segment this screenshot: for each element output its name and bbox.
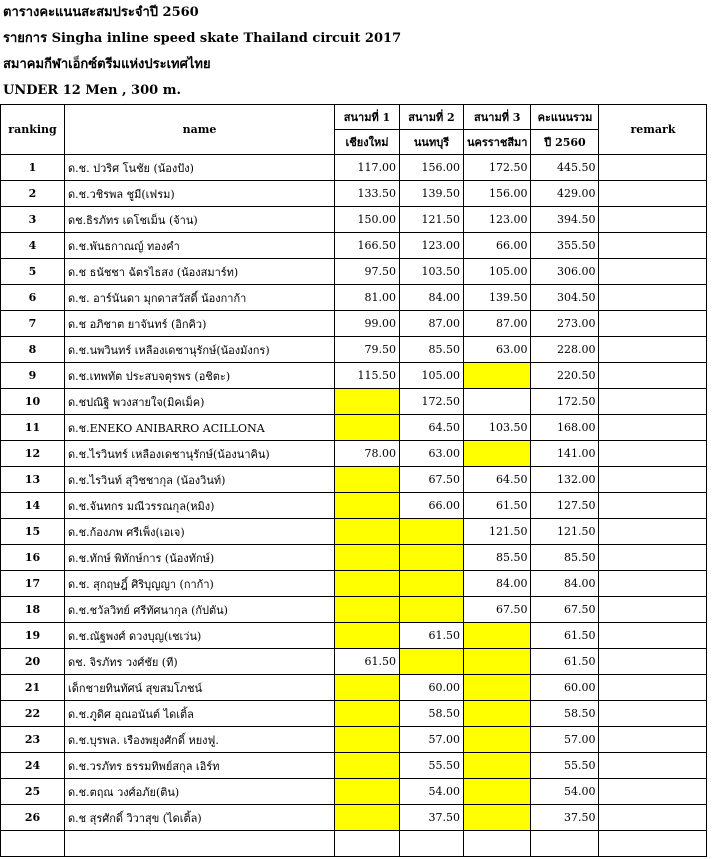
cell-remark[interactable] [599,779,707,805]
cell-name[interactable]: ด.ช. ปวริศ โนชัย (น้องปัง) [65,155,335,181]
cell-name[interactable]: ด.ช.นพวินทร์ เหลืองเดชานุรักษ์(น้องมังกร) [65,337,335,363]
cell-total[interactable]: 355.50 [531,233,599,259]
cell-stage3[interactable]: 103.50 [464,415,531,441]
cell-stage3[interactable] [464,389,531,415]
cell-total[interactable]: 57.00 [531,727,599,753]
cell-rank[interactable]: 12 [1,441,65,467]
cell-remark[interactable] [599,311,707,337]
header-ranking[interactable]: ranking [1,105,65,155]
header-stage3-bottom[interactable]: นครราชสีมา [464,130,531,155]
cell-remark[interactable] [599,701,707,727]
cell-rank[interactable]: 20 [1,649,65,675]
cell-total[interactable]: 306.00 [531,259,599,285]
cell-remark[interactable] [599,389,707,415]
cell-rank[interactable]: 7 [1,311,65,337]
cell-stage2[interactable]: 87.00 [400,311,464,337]
cell-stage2[interactable]: 85.50 [400,337,464,363]
cell-stage3[interactable] [464,727,531,753]
cell-name[interactable]: ด.ช.ไรวินท์ สุวิชชากุล (น้องวินท์) [65,467,335,493]
cell-stage3[interactable] [464,675,531,701]
cell-total[interactable]: 228.00 [531,337,599,363]
cell-remark[interactable] [599,753,707,779]
cell-remark[interactable] [599,597,707,623]
table-row [1,701,707,727]
cell-total[interactable]: 85.50 [531,545,599,571]
cell-rank[interactable]: 11 [1,415,65,441]
cell-stage2[interactable]: 64.50 [400,415,464,441]
cell-rank[interactable]: 14 [1,493,65,519]
cell-total[interactable]: 132.00 [531,467,599,493]
table-row [1,415,707,441]
cell-stage1[interactable]: 150.00 [335,207,400,233]
cell-name[interactable]: ด.ช.บุรพล. เรืองพยุงศักดิ์ หยงฟู. [65,727,335,753]
cell-name[interactable]: ด.ช.ก้องภพ ศรีเพ็ง(เอเจ) [65,519,335,545]
cell-stage1[interactable]: 117.00 [335,155,400,181]
cell-stage3[interactable]: 105.00 [464,259,531,285]
association-title: สมาคมกีฬาเอ็กซ์ตรีมแห่งประเทศไทย [3,57,211,72]
cell-stage3[interactable] [464,701,531,727]
cell-stage1[interactable]: 79.50 [335,337,400,363]
cell-name[interactable]: ด.ช.ทักษ์ พิทักษ์การ (น้องทักษ์) [65,545,335,571]
cell-stage1[interactable] [335,389,400,415]
header-stage2-bottom[interactable]: นนทบุรี [400,130,464,155]
cell-remark[interactable] [599,493,707,519]
cell-total[interactable]: 394.50 [531,207,599,233]
cell-stage3[interactable] [464,441,531,467]
cell-rank[interactable]: 24 [1,753,65,779]
cell-remark[interactable] [599,337,707,363]
cell-name[interactable]: ด.ช.วรภัทร ธรรมทิพย์สกุล เอิร์ท [65,753,335,779]
empty-cell[interactable] [400,831,464,857]
cell-stage1[interactable] [335,571,400,597]
cell-rank[interactable]: 18 [1,597,65,623]
cell-stage1[interactable] [335,675,400,701]
cell-name[interactable]: ด.ช ธนัชชา ฉัตรไธสง (น้องสมาร์ท) [65,259,335,285]
cell-stage1[interactable] [335,597,400,623]
cell-remark[interactable] [599,545,707,571]
cell-remark[interactable] [599,623,707,649]
cell-stage1[interactable]: 81.00 [335,285,400,311]
cell-name[interactable]: ด.ช. อาร์นันดา มุกดาสวัสดิ์ น้องกาก้า [65,285,335,311]
cell-remark[interactable] [599,649,707,675]
header-remark[interactable]: remark [599,105,707,155]
cell-name[interactable]: ด.ช.ตฤณ วงศ์อภัย(ติน) [65,779,335,805]
header-total-bottom[interactable]: ปี 2560 [531,130,599,155]
cell-stage1[interactable] [335,415,400,441]
cell-name[interactable]: ด.ช.จันทกร มณีวรรณกุล(หมิง) [65,493,335,519]
cell-remark[interactable] [599,805,707,831]
cell-total[interactable]: 60.00 [531,675,599,701]
table-row [1,727,707,753]
cell-rank[interactable]: 22 [1,701,65,727]
cell-stage1[interactable] [335,467,400,493]
cell-remark[interactable] [599,207,707,233]
table-row [1,233,707,259]
cell-name[interactable]: เด็กชายทินทัศน์ สุขสมโภชน์ [65,675,335,701]
cell-stage3[interactable] [464,805,531,831]
cell-stage3[interactable]: 63.00 [464,337,531,363]
table-row [1,779,707,805]
table-row [1,311,707,337]
cell-stage2[interactable]: 123.00 [400,233,464,259]
cell-stage1[interactable]: 61.50 [335,649,400,675]
cell-stage2[interactable] [400,649,464,675]
cell-name[interactable]: ด.ช.วชิรพล ชูมี(เฟรม) [65,181,335,207]
cell-total[interactable]: 168.00 [531,415,599,441]
cell-stage3[interactable]: 66.00 [464,233,531,259]
cell-stage1[interactable]: 115.50 [335,363,400,389]
table-row [1,623,707,649]
cell-stage2[interactable]: 172.50 [400,389,464,415]
cell-stage2[interactable]: 105.00 [400,363,464,389]
cell-name[interactable]: ด.ช.ภูดิศ อุณอนันต์ ไดเติ้ล [65,701,335,727]
cell-rank[interactable]: 9 [1,363,65,389]
cell-name[interactable]: ดช.ธิรภัทร เดโชเม็น (จ้าน) [65,207,335,233]
category-title: UNDER 12 Men , 300 m. [3,83,181,98]
cell-stage2[interactable]: 63.00 [400,441,464,467]
table-row [1,363,707,389]
cell-rank[interactable]: 4 [1,233,65,259]
cell-stage2[interactable]: 37.50 [400,805,464,831]
cell-stage3[interactable]: 67.50 [464,597,531,623]
empty-cell[interactable] [1,831,65,857]
cell-stage3[interactable]: 172.50 [464,155,531,181]
cell-name[interactable]: ด.ช อภิชาต ยาจันทร์ (อิกคิว) [65,311,335,337]
sheet-title: ตารางคะแนนสะสมประจำปี 2560 [3,5,199,20]
cell-remark[interactable] [599,415,707,441]
cell-rank[interactable]: 10 [1,389,65,415]
cell-name[interactable]: ด.ช.พันธกาณญ์ ทองคำ [65,233,335,259]
cell-stage1[interactable] [335,701,400,727]
header-stage1-bottom[interactable]: เชียงใหม่ [335,130,400,155]
cell-name[interactable]: ด.ช.ชวัลวิทย์ ศรีทัศนากุล (กัปตัน) [65,597,335,623]
cell-remark[interactable] [599,675,707,701]
table-row [1,259,707,285]
cell-stage3[interactable]: 64.50 [464,467,531,493]
cell-total[interactable]: 37.50 [531,805,599,831]
empty-cell[interactable] [65,831,335,857]
cell-stage2[interactable]: 84.00 [400,285,464,311]
cell-stage3[interactable]: 87.00 [464,311,531,337]
cell-total[interactable]: 127.50 [531,493,599,519]
cell-name[interactable]: ด.ช.ไรวินทร์ เหลืองเดชานุรักษ์(น้องนาคิน) [65,441,335,467]
cell-remark[interactable] [599,155,707,181]
cell-stage1[interactable]: 78.00 [335,441,400,467]
cell-stage1[interactable]: 133.50 [335,181,400,207]
cell-remark[interactable] [599,441,707,467]
cell-stage3[interactable]: 156.00 [464,181,531,207]
cell-stage2[interactable] [400,545,464,571]
cell-rank[interactable]: 8 [1,337,65,363]
cell-stage3[interactable] [464,779,531,805]
cell-total[interactable]: 172.50 [531,389,599,415]
table-row [1,519,707,545]
cell-total[interactable]: 445.50 [531,155,599,181]
cell-stage1[interactable] [335,623,400,649]
cell-rank[interactable]: 1 [1,155,65,181]
cell-remark[interactable] [599,363,707,389]
header-stage2-top[interactable]: สนามที่ 2 [400,105,464,130]
cell-stage1[interactable] [335,727,400,753]
cell-remark[interactable] [599,519,707,545]
cell-stage1[interactable] [335,779,400,805]
cell-rank[interactable]: 23 [1,727,65,753]
cell-stage1[interactable]: 166.50 [335,233,400,259]
cell-name[interactable]: ด.ช.ENEKO ANIBARRO ACILLONA [65,415,335,441]
cell-stage3[interactable]: 121.50 [464,519,531,545]
cell-rank[interactable]: 21 [1,675,65,701]
cell-total[interactable]: 54.00 [531,779,599,805]
cell-stage3[interactable]: 84.00 [464,571,531,597]
cell-total[interactable]: 141.00 [531,441,599,467]
cell-rank[interactable]: 16 [1,545,65,571]
cell-rank[interactable]: 15 [1,519,65,545]
table-row [1,337,707,363]
cell-stage2[interactable]: 103.50 [400,259,464,285]
cell-name[interactable]: ดช. จิรภัทร วงศ์ชัย (ที) [65,649,335,675]
cell-remark[interactable] [599,233,707,259]
table-row [1,285,707,311]
cell-stage1[interactable] [335,545,400,571]
cell-stage2[interactable]: 61.50 [400,623,464,649]
table-row [1,207,707,233]
cell-stage1[interactable] [335,805,400,831]
cell-remark[interactable] [599,571,707,597]
empty-cell[interactable] [335,831,400,857]
cell-name[interactable]: ด.ชปณิฐิ พวงสายใจ(มิคเม็ค) [65,389,335,415]
cell-total[interactable]: 429.00 [531,181,599,207]
cell-total[interactable]: 273.00 [531,311,599,337]
empty-cell[interactable] [531,831,599,857]
cell-total[interactable]: 304.50 [531,285,599,311]
cell-rank[interactable]: 17 [1,571,65,597]
cell-total[interactable]: 220.50 [531,363,599,389]
cell-stage2[interactable]: 58.50 [400,701,464,727]
cell-total[interactable]: 55.50 [531,753,599,779]
header-stage3-top[interactable]: สนามที่ 3 [464,105,531,130]
cell-stage1[interactable] [335,493,400,519]
cell-stage1[interactable]: 99.00 [335,311,400,337]
cell-stage2[interactable]: 121.50 [400,207,464,233]
cell-stage3[interactable]: 61.50 [464,493,531,519]
table-row [1,545,707,571]
cell-remark[interactable] [599,727,707,753]
cell-total[interactable]: 67.50 [531,597,599,623]
header-name[interactable]: name [65,105,335,155]
cell-stage3[interactable] [464,363,531,389]
cell-rank[interactable]: 19 [1,623,65,649]
table-row [1,675,707,701]
cell-rank[interactable]: 5 [1,259,65,285]
empty-cell[interactable] [464,831,531,857]
cell-stage3[interactable]: 123.00 [464,207,531,233]
cell-remark[interactable] [599,285,707,311]
cell-rank[interactable]: 2 [1,181,65,207]
cell-stage2[interactable]: 66.00 [400,493,464,519]
cell-name[interactable]: ด.ช สุรศักดิ์ วิวาสุข (ไดเติ้ล) [65,805,335,831]
cell-stage2[interactable]: 139.50 [400,181,464,207]
cell-stage2[interactable]: 156.00 [400,155,464,181]
cell-rank[interactable]: 6 [1,285,65,311]
cell-name[interactable]: ด.ช.ณัฐพงศ์ ดวงบุญ(เชเว่น) [65,623,335,649]
cell-stage2[interactable] [400,519,464,545]
cell-stage1[interactable] [335,753,400,779]
cell-total[interactable]: 61.50 [531,623,599,649]
cell-stage1[interactable] [335,519,400,545]
table-row [1,753,707,779]
cell-name[interactable]: ด.ช. สุกฤษฎิ์ ศิริบุญญา (กาก้า) [65,571,335,597]
cell-stage3[interactable] [464,649,531,675]
cell-rank[interactable]: 13 [1,467,65,493]
cell-rank[interactable]: 25 [1,779,65,805]
cell-stage3[interactable] [464,753,531,779]
empty-row [1,831,707,857]
event-title: รายการ Singha inline speed skate Thailand circuit 2017 [3,31,402,46]
cell-total[interactable]: 58.50 [531,701,599,727]
cell-total[interactable]: 84.00 [531,571,599,597]
cell-name[interactable]: ด.ช.เทพทัต ประสบจตุรพร (อชิตะ) [65,363,335,389]
header-stage1-top[interactable]: สนามที่ 1 [335,105,400,130]
empty-cell[interactable] [599,831,707,857]
cell-stage2[interactable]: 54.00 [400,779,464,805]
cell-rank[interactable]: 3 [1,207,65,233]
table-row [1,155,707,181]
table-row [1,597,707,623]
table-row [1,389,707,415]
cell-rank[interactable]: 26 [1,805,65,831]
cell-stage1[interactable]: 97.50 [335,259,400,285]
header-total-top[interactable]: คะแนนรวม [531,105,599,130]
cell-stage3[interactable]: 85.50 [464,545,531,571]
cell-stage2[interactable]: 67.50 [400,467,464,493]
cell-stage3[interactable]: 139.50 [464,285,531,311]
table-row [1,805,707,831]
table-row [1,467,707,493]
cell-stage2[interactable]: 55.50 [400,753,464,779]
cell-remark[interactable] [599,181,707,207]
cell-total[interactable]: 121.50 [531,519,599,545]
cell-remark[interactable] [599,467,707,493]
cell-stage3[interactable] [464,623,531,649]
table-row [1,571,707,597]
table-row [1,649,707,675]
cell-stage2[interactable] [400,571,464,597]
table-row [1,441,707,467]
cell-remark[interactable] [599,259,707,285]
table-row [1,493,707,519]
table-row [1,181,707,207]
score-table [0,104,707,857]
cell-stage2[interactable]: 57.00 [400,727,464,753]
cell-stage2[interactable] [400,597,464,623]
cell-stage2[interactable]: 60.00 [400,675,464,701]
cell-total[interactable]: 61.50 [531,649,599,675]
